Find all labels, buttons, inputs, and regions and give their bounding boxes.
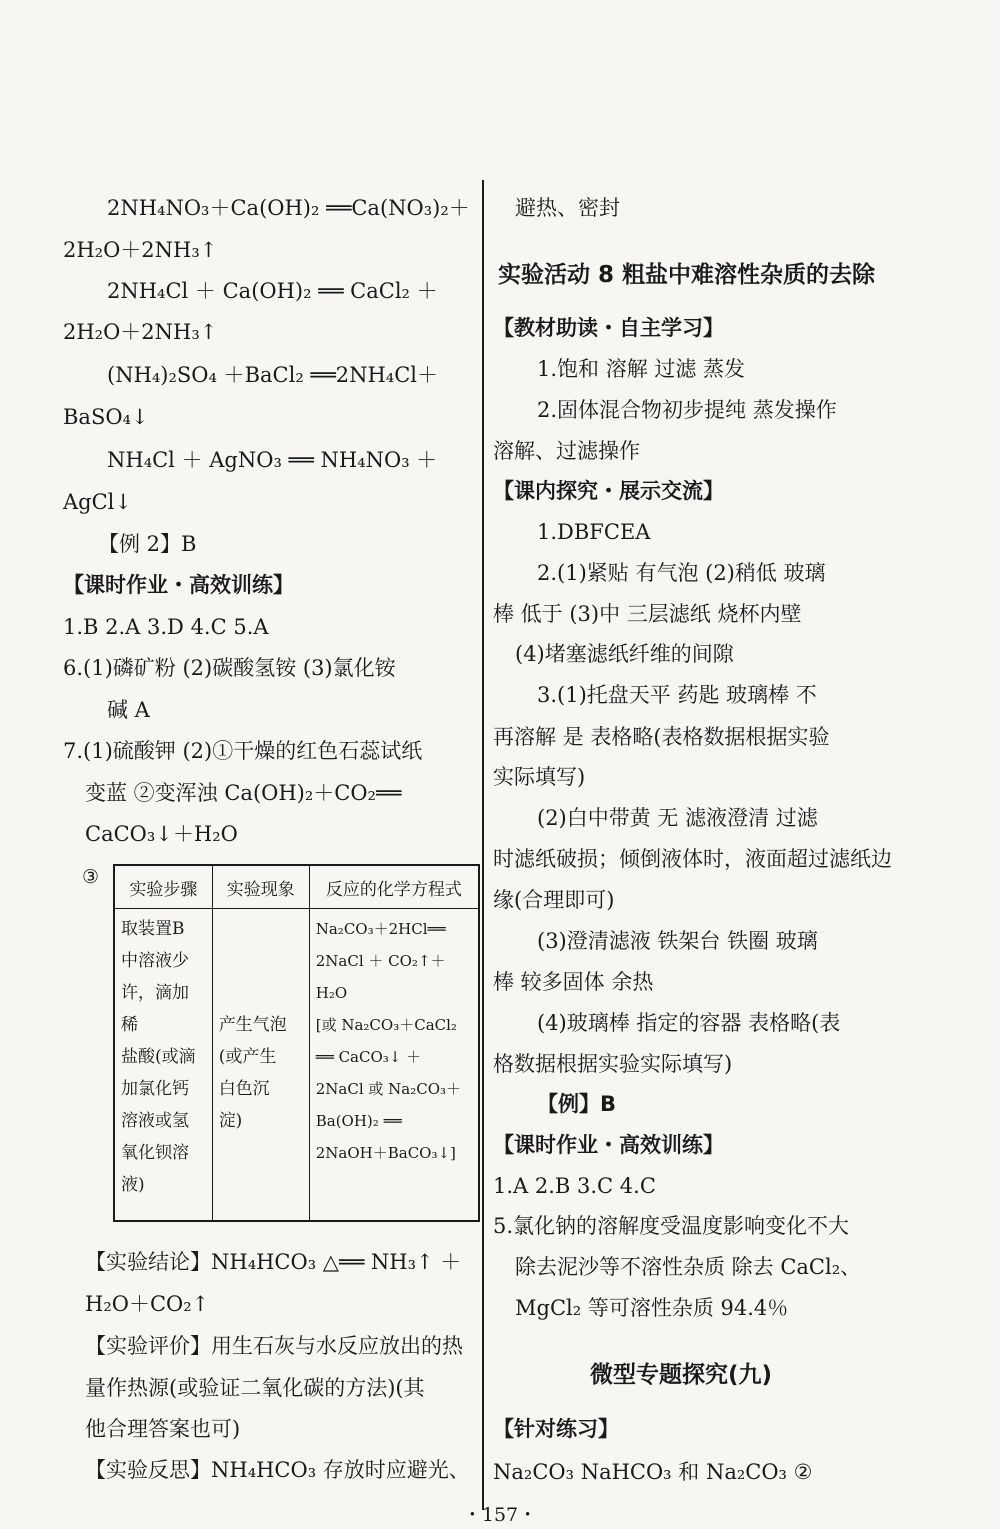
text-line: 实际填写) [493,765,586,789]
text-line: 2.(1)紧贴 有气泡 (2)稍低 玻璃 [537,561,826,585]
text-line: (4)玻璃棒 指定的容器 表格略(表 [537,1011,841,1035]
text-line: 他合理答案也可) [85,1417,241,1441]
text-line: 量作热源(或验证二氧化碳的方法)(其 [85,1376,425,1400]
text-line: 【实验反思】NH₄HCO₃ 存放时应避光、 [85,1458,470,1482]
text-line: 3.(1)托盘天平 药匙 玻璃棒 不 [537,683,817,707]
example-answer: 【例 2】B [98,532,197,556]
text-line: 【实验评价】用生石灰与水反应放出的热 [85,1334,463,1358]
text-line: CaCO₃↓＋H₂O [85,822,238,846]
text-line: 变蓝 ②变浑浊 Ca(OH)₂＋CO₂══ [85,781,402,805]
table-header: 实验步骤 [114,865,212,909]
section-header: 【教材助读・自主学习】 [493,316,724,340]
text-line: H₂O＋CO₂↑ [85,1292,210,1316]
table-cell-step: 取装置B 中溶液少 许，滴加稀 盐酸(或滴 加氯化钙 溶液或氢 氧化钡溶 液) [114,909,212,1221]
text-line: 2NH₄NO₃＋Ca(OH)₂ ══Ca(NO₃)₂＋ [107,196,470,220]
example-answer: 【例】B [537,1092,617,1116]
table-cell-phenomenon: 产生气泡 (或产生 白色沉 淀) [212,909,309,1221]
section-title: 微型专题探究(九) [590,1362,773,1388]
text-line: 2H₂O＋2NH₃↑ [63,238,218,262]
text-line: Na₂CO₃ NaHCO₃ 和 Na₂CO₃ ② [493,1460,813,1484]
text-line: 棒 低于 (3)中 三层滤纸 烧杯内壁 [493,602,802,626]
section-title: 实验活动 8 粗盐中难溶性杂质的去除 [498,262,876,288]
text-line: 5.氯化钠的溶解度受温度影响变化不大 [493,1214,850,1238]
item-marker: ③ [82,866,100,888]
text-line: 7.(1)硫酸钾 (2)①干燥的红色石蕊试纸 [63,739,423,763]
text-line: (2)白中带黄 无 滤液澄清 过滤 [537,806,818,830]
text-line: (3)澄清滤液 铁架台 铁圈 玻璃 [537,929,818,953]
section-header: 【针对练习】 [493,1417,619,1441]
text-line: 除去泥沙等不溶性杂质 除去 CaCl₂、 [515,1255,862,1279]
text-line: NH₄Cl ＋ AgNO₃ ══ NH₄NO₃ ＋ [107,448,438,472]
text-line: MgCl₂ 等可溶性杂质 94.4％ [515,1296,789,1320]
section-header: 【课时作业・高效训练】 [63,573,294,597]
text-line: 1.B 2.A 3.D 4.C 5.A [63,615,269,639]
text-line: (NH₄)₂SO₄ ＋BaCl₂ ══2NH₄Cl＋ [107,363,438,387]
text-line: 1.A 2.B 3.C 4.C [493,1174,656,1198]
text-line: (4)堵塞滤纸纤维的间隙 [515,642,734,666]
text-line: 2NH₄Cl ＋ Ca(OH)₂ ══ CaCl₂ ＋ [107,279,438,303]
text-line: 溶解、过滤操作 [493,439,640,463]
text-line: 避热、密封 [515,196,620,220]
text-line: 1.饱和 溶解 过滤 蒸发 [537,357,746,381]
experiment-table [113,864,480,1222]
text-line: 【实验结论】NH₄HCO₃ △══ NH₃↑ ＋ [85,1250,462,1274]
text-line: 6.(1)磷矿粉 (2)碳酸氢铵 (3)氯化铵 [63,656,396,680]
table-header: 实验现象 [212,865,309,909]
text-line: 碱 A [107,698,150,722]
text-line: 缘(合理即可) [493,888,615,912]
text-line: 再溶解 是 表格略(表格数据根据实验 [493,725,830,749]
text-line: 2.固体混合物初步提纯 蒸发操作 [537,398,837,422]
text-line: 2H₂O＋2NH₃↑ [63,320,218,344]
text-line: 棒 较多固体 余热 [493,970,654,994]
page-number: ・157・ [462,1504,538,1526]
text-line: 1.DBFCEA [537,520,651,544]
section-header: 【课内探究・展示交流】 [493,479,724,503]
text-line: BaSO₄↓ [63,405,149,429]
text-line: 时滤纸破损；倾倒液体时，液面超过滤纸边 [493,847,892,871]
table-cell-equation: Na₂CO₃＋2HCl══ 2NaCl ＋ CO₂↑＋ H₂O [或 Na₂CO₃＋CaCl₂ ══ CaCO₃↓ ＋ 2NaCl 或 Na₂CO₃＋ Ba(OH)₂ ══ 2NaOH＋BaCO₃↓] [309,909,479,1221]
column-divider [482,180,484,1510]
table-header: 反应的化学方程式 [309,865,479,909]
section-header: 【课时作业・高效训练】 [493,1133,724,1157]
text-line: 格数据根据实验实际填写) [493,1052,733,1076]
text-line: AgCl↓ [63,490,132,514]
